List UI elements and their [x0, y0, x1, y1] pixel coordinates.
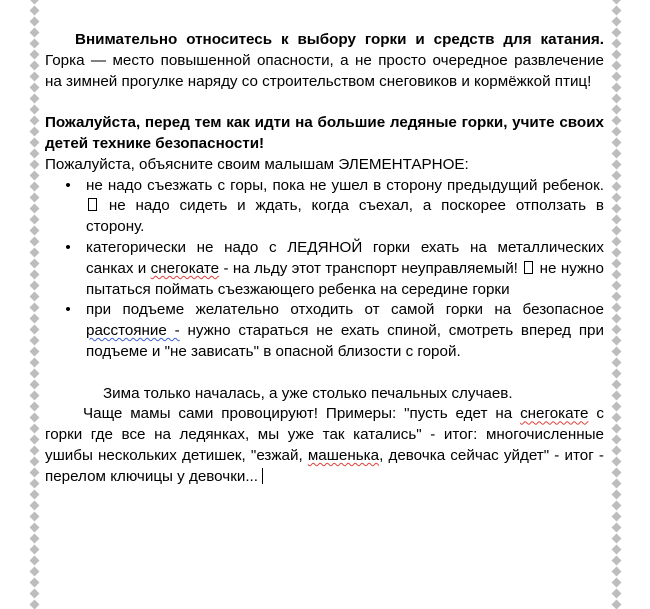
border-diamond — [29, 567, 39, 577]
border-diamond — [29, 226, 39, 236]
border-diamond — [611, 215, 621, 225]
heading-safety: Пожалуйста, перед тем как идти на большие ледяные горки, учите своих детей технике безопасности! — [45, 114, 604, 152]
border-diamond — [29, 149, 39, 159]
border-diamond — [29, 171, 39, 181]
border-diamond — [611, 116, 621, 126]
border-diamond — [29, 490, 39, 500]
border-diamond — [29, 358, 39, 368]
border-diamond — [29, 457, 39, 467]
border-diamond — [29, 127, 39, 137]
border-diamond — [29, 413, 39, 423]
border-diamond — [29, 534, 39, 544]
border-diamond — [29, 589, 39, 599]
border-diamond — [29, 28, 39, 38]
border-diamond — [29, 61, 39, 71]
border-diamond — [611, 259, 621, 269]
border-diamond — [29, 600, 39, 609]
border-diamond — [611, 303, 621, 313]
border-diamond — [29, 501, 39, 511]
border-diamond — [611, 567, 621, 577]
bullet-icon: • — [65, 238, 71, 256]
border-diamond — [29, 17, 39, 27]
list-item-text: при подъеме желательно отходить от самой горки на безопасное — [86, 301, 604, 319]
border-diamond — [611, 149, 621, 159]
border-diamond — [29, 435, 39, 445]
bullet-icon: • — [65, 176, 71, 194]
border-diamond — [29, 402, 39, 412]
border-diamond — [611, 545, 621, 555]
border-diamond — [611, 61, 621, 71]
border-diamond — [611, 160, 621, 170]
border-diamond — [611, 523, 621, 533]
border-diamond — [611, 182, 621, 192]
border-diamond — [29, 479, 39, 489]
border-diamond — [29, 237, 39, 247]
border-diamond — [29, 248, 39, 258]
paragraph-1-text: Горка — место повышенной опасности, а не просто очередное развлечение на зимней прогулке наряду со строительством снеговиков и кормёжкой птиц! — [45, 51, 604, 90]
border-diamond — [29, 105, 39, 115]
border-diamond — [611, 501, 621, 511]
border-diamond — [611, 336, 621, 346]
closing-text: Чаще мамы сами провоцируют! Примеры: "пусть едет на — [83, 405, 513, 423]
border-diamond — [29, 94, 39, 104]
border-diamond — [29, 138, 39, 148]
misspelled-word[interactable]: снегокате — [150, 259, 220, 277]
border-diamond — [29, 380, 39, 390]
border-diamond — [611, 534, 621, 544]
misspelled-word[interactable]: снегокате — [520, 405, 589, 423]
border-diamond — [29, 556, 39, 566]
missing-glyph-icon — [524, 261, 533, 274]
border-diamond — [611, 83, 621, 93]
border-diamond — [29, 193, 39, 203]
closing-line: Зима только началась, а уже столько печальных случаев. — [103, 384, 513, 402]
border-diamond — [29, 72, 39, 82]
list-item-text: категорически не надо с ЛЕДЯНОЙ горки ехать на металлических санках и — [86, 238, 604, 277]
list-item-text: - на льду этот транспорт неуправляемый! — [223, 259, 518, 277]
border-diamond — [611, 479, 621, 489]
border-diamond — [611, 226, 621, 236]
border-diamond — [611, 490, 621, 500]
border-diamond — [29, 336, 39, 346]
border-diamond — [611, 424, 621, 434]
border-diamond — [29, 116, 39, 126]
border-diamond — [29, 270, 39, 280]
text-cursor — [262, 468, 263, 484]
border-diamond — [611, 369, 621, 379]
border-diamond — [611, 138, 621, 148]
safety-list — [45, 176, 604, 363]
border-diamond — [611, 105, 621, 115]
border-diamond — [29, 83, 39, 93]
border-diamond — [611, 347, 621, 357]
border-diamond — [611, 39, 621, 49]
border-diamond — [611, 193, 621, 203]
grammar-flagged-word[interactable]: расстояние - — [86, 322, 180, 340]
border-diamond — [29, 259, 39, 269]
border-diamond — [611, 457, 621, 467]
border-diamond — [611, 556, 621, 566]
border-diamond — [611, 204, 621, 214]
border-diamond — [29, 303, 39, 313]
border-diamond — [611, 237, 621, 247]
list-item-text: нужно стараться не ехать спиной, смотреть вперед при подъеме и "не зависать" в опасной близости с горой. — [86, 322, 604, 360]
border-diamond — [611, 413, 621, 423]
heading-choose-slide: Внимательно относитесь к выбору горки и средств для катания. — [75, 31, 604, 48]
border-diamond — [611, 402, 621, 412]
border-diamond — [611, 391, 621, 401]
border-diamond — [611, 325, 621, 335]
document-body[interactable] — [45, 30, 604, 488]
border-diamond — [611, 600, 621, 609]
left-page-border — [28, 0, 40, 606]
border-diamond — [611, 281, 621, 291]
border-diamond — [611, 468, 621, 478]
border-diamond — [29, 512, 39, 522]
list-item — [45, 176, 604, 238]
safety-intro: Пожалуйста, объясните своим малышам ЭЛЕМЕНТАРНОЕ: — [45, 155, 469, 173]
border-diamond — [29, 204, 39, 214]
border-diamond — [611, 28, 621, 38]
border-diamond — [611, 589, 621, 599]
border-diamond — [29, 578, 39, 588]
border-diamond — [611, 380, 621, 390]
border-diamond — [611, 50, 621, 60]
border-diamond — [29, 50, 39, 60]
border-diamond — [611, 270, 621, 280]
list-item-text: не надо сидеть и ждать, когда съехал, а поскорее отползать в сторону. — [86, 197, 604, 236]
border-diamond — [29, 0, 39, 4]
border-diamond — [611, 358, 621, 368]
border-diamond — [611, 127, 621, 137]
closing-text: с горки где все на ледянках, мы уже так катались" - итог: многочисленные ушибы нескольких детишек, "езжай, — [45, 405, 604, 464]
bullet-icon: • — [65, 301, 71, 319]
closing-text: , девочка сейчас уйдет" - итог - перелом ключицы у девочки... — [45, 446, 604, 485]
border-diamond — [29, 424, 39, 434]
border-diamond — [611, 446, 621, 456]
blank-line — [45, 92, 604, 113]
border-diamond — [29, 468, 39, 478]
border-diamond — [611, 435, 621, 445]
border-diamond — [29, 446, 39, 456]
border-diamond — [29, 281, 39, 291]
border-diamond — [29, 314, 39, 324]
border-diamond — [611, 314, 621, 324]
list-item — [45, 238, 604, 300]
border-diamond — [29, 39, 39, 49]
border-diamond — [29, 160, 39, 170]
border-diamond — [29, 215, 39, 225]
border-diamond — [611, 17, 621, 27]
list-item-text: не нужно пытаться поймать съезжающего ребенка на середине горки — [86, 259, 604, 298]
border-diamond — [29, 391, 39, 401]
right-page-border — [610, 0, 622, 606]
border-diamond — [29, 347, 39, 357]
border-diamond — [611, 248, 621, 258]
border-diamond — [29, 369, 39, 379]
misspelled-word[interactable]: машенька — [307, 446, 380, 464]
missing-glyph-icon — [88, 198, 97, 211]
border-diamond — [611, 6, 621, 16]
border-diamond — [611, 72, 621, 82]
border-diamond — [29, 545, 39, 555]
list-item — [45, 300, 604, 362]
border-diamond — [29, 182, 39, 192]
border-diamond — [611, 578, 621, 588]
border-diamond — [29, 325, 39, 335]
list-item-text: не надо съезжать с горы, пока не ушел в сторону предыдущий ребенок. — [86, 176, 604, 194]
blank-line — [45, 363, 604, 384]
closing-paragraph — [45, 404, 604, 487]
border-diamond — [29, 292, 39, 302]
border-diamond — [611, 171, 621, 181]
paragraph-1 — [45, 30, 604, 92]
border-diamond — [611, 292, 621, 302]
border-diamond — [611, 512, 621, 522]
border-diamond — [611, 0, 621, 4]
border-diamond — [611, 94, 621, 104]
border-diamond — [29, 6, 39, 16]
border-diamond — [29, 523, 39, 533]
